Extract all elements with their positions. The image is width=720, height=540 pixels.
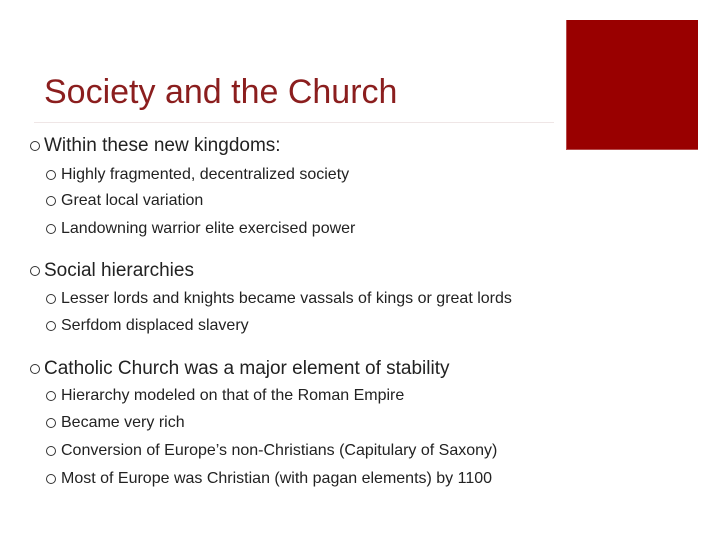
- sub-bullet-text: Became very rich: [61, 414, 185, 431]
- sub-bullet: [46, 290, 512, 308]
- hollow-circle-icon: [30, 364, 40, 374]
- hollow-circle-icon: [46, 391, 56, 401]
- accent-block: [566, 20, 698, 150]
- sub-bullet-text: Conversion of Europe’s non-Christians (Capitulary of Saxony): [61, 442, 498, 459]
- sub-bullet: [46, 317, 249, 335]
- hollow-circle-icon: [46, 321, 56, 331]
- sub-bullet: [46, 387, 404, 405]
- hollow-circle-icon: [30, 266, 40, 276]
- bullet-within-kingdoms: [30, 135, 281, 157]
- sub-bullet-text: Great local variation: [61, 192, 204, 209]
- bullet-text: Catholic Church was a major element of stability: [44, 358, 450, 379]
- sub-bullet: [46, 470, 492, 488]
- hollow-circle-icon: [46, 170, 56, 180]
- sub-bullet: [46, 414, 185, 432]
- accent-block-edge: [566, 20, 698, 150]
- bullet-text: Social hierarchies: [44, 260, 194, 281]
- sub-bullet-text: Lesser lords and knights became vassals of kings or great lords: [61, 290, 512, 307]
- title-divider: [34, 122, 554, 123]
- bullet-text: Within these new kingdoms:: [44, 135, 281, 156]
- sub-bullet-text: Highly fragmented, decentralized society: [61, 166, 350, 183]
- bullet-catholic-church: [30, 358, 450, 380]
- slide-title: Society and the Church: [44, 73, 398, 111]
- sub-bullet: [46, 166, 349, 184]
- sub-bullet-text: Most of Europe was Christian (with pagan elements) by 1100: [61, 470, 493, 487]
- hollow-circle-icon: [46, 224, 56, 234]
- sub-bullet-text: Hierarchy modeled on that of the Roman Empire: [61, 387, 405, 404]
- sub-bullet-text: Landowning warrior elite exercised power: [61, 220, 356, 237]
- sub-bullet: [46, 442, 497, 460]
- sub-bullet: [46, 192, 203, 210]
- hollow-circle-icon: [46, 446, 56, 456]
- sub-bullet-text: Serfdom displaced slavery: [61, 317, 249, 334]
- bullet-social-hierarchies: [30, 260, 194, 282]
- hollow-circle-icon: [46, 294, 56, 304]
- hollow-circle-icon: [46, 418, 56, 428]
- hollow-circle-icon: [30, 141, 40, 151]
- hollow-circle-icon: [46, 196, 56, 206]
- sub-bullet: [46, 220, 355, 238]
- hollow-circle-icon: [46, 474, 56, 484]
